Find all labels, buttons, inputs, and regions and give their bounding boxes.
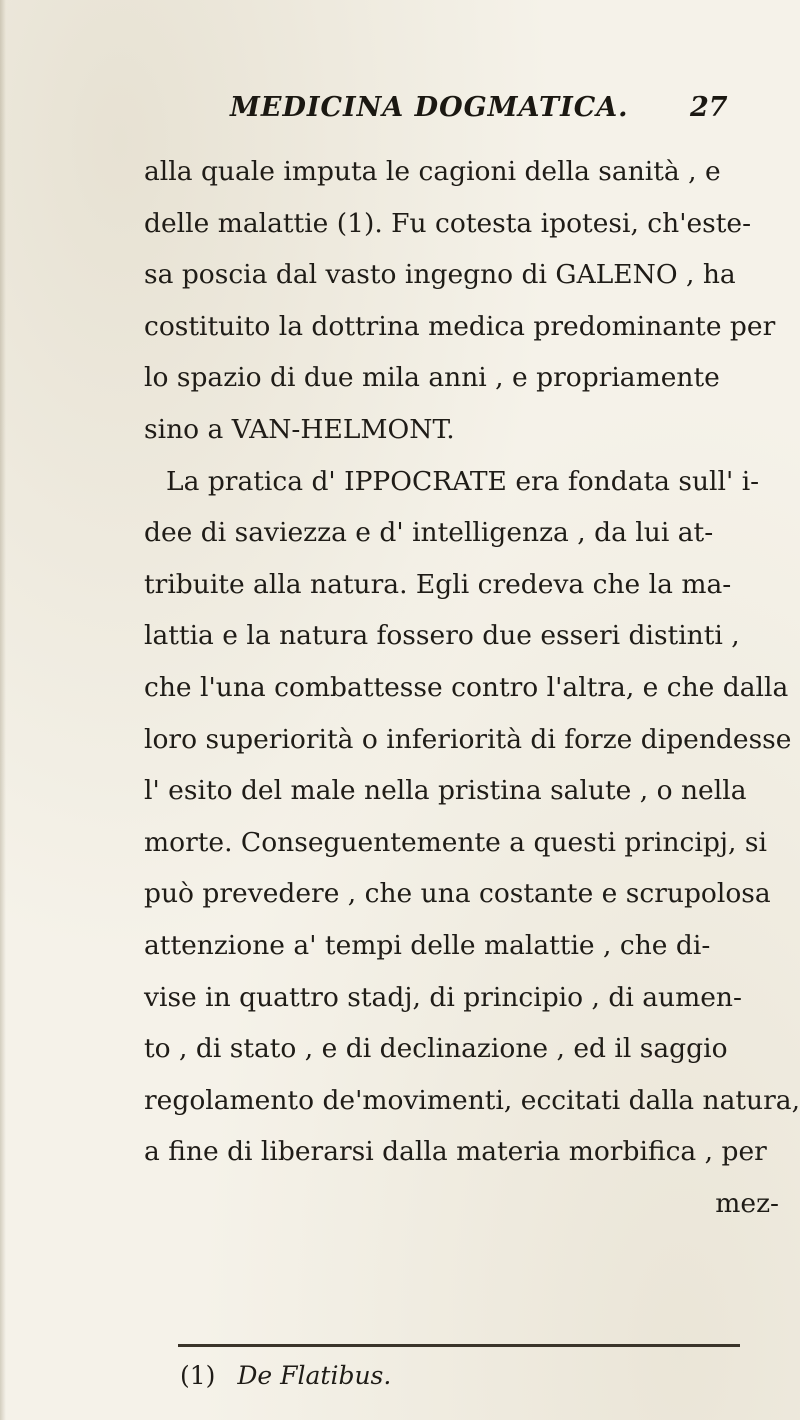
text-line: morte. Conseguentemente a questi principj, si: [144, 826, 767, 858]
catchword: mez-: [715, 1187, 779, 1219]
text-line: vise in quattro stadj, di principio , di aumen-: [144, 981, 742, 1013]
page-binding-edge: [0, 0, 6, 1420]
text-line: lattia e la natura fossero due esseri distinti ,: [144, 620, 740, 652]
footnote: [180, 1361, 391, 1390]
footnote-marker: (1): [180, 1361, 216, 1390]
text-line: costituito la dottrina medica predominante per: [144, 310, 776, 342]
text-line: può prevedere , che una costante e scrupolosa: [144, 878, 771, 910]
paragraph-start-line: La pratica d' IPPOCRATE era fondata sull' i-: [166, 465, 760, 497]
text-line: attenzione a' tempi delle malattie , che di-: [144, 929, 711, 961]
text-line: sino a VAN-HELMONT.: [144, 413, 455, 445]
text-line: loro superiorità o inferiorità di forze dipendesse: [144, 723, 792, 755]
text-line: regolamento de'movimenti, eccitati dalla natura,: [144, 1084, 800, 1116]
text-line: tribuite alla natura. Egli credeva che la ma-: [144, 568, 732, 600]
text-line: delle malattie (1). Fu cotesta ipotesi, ch'este-: [144, 207, 752, 239]
text-line: che l'una combattesse contro l'altra, e che dalla: [144, 671, 789, 703]
text-line: sa poscia dal vasto ingegno di GALENO , ha: [144, 259, 736, 291]
text-line: lo spazio di due mila anni , e propriamente: [144, 362, 720, 394]
text-line: a fine di liberarsi dalla materia morbifica , per: [144, 1136, 767, 1168]
text-line: to , di stato , e di declinazione , ed il saggio: [144, 1033, 728, 1065]
text-line: dee di saviezza e d' intelligenza , da lui at-: [144, 517, 714, 549]
body-text: [144, 146, 800, 1229]
footnote-text: De Flatibus.: [237, 1361, 392, 1390]
page-number: 27: [690, 92, 728, 123]
text-line: alla quale imputa le cagioni della sanità , e: [144, 156, 721, 187]
running-title: MEDICINA DOGMATICA.: [230, 92, 629, 123]
footnote-rule: [178, 1344, 740, 1347]
text-line: l' esito del male nella pristina salute , o nella: [144, 775, 747, 807]
